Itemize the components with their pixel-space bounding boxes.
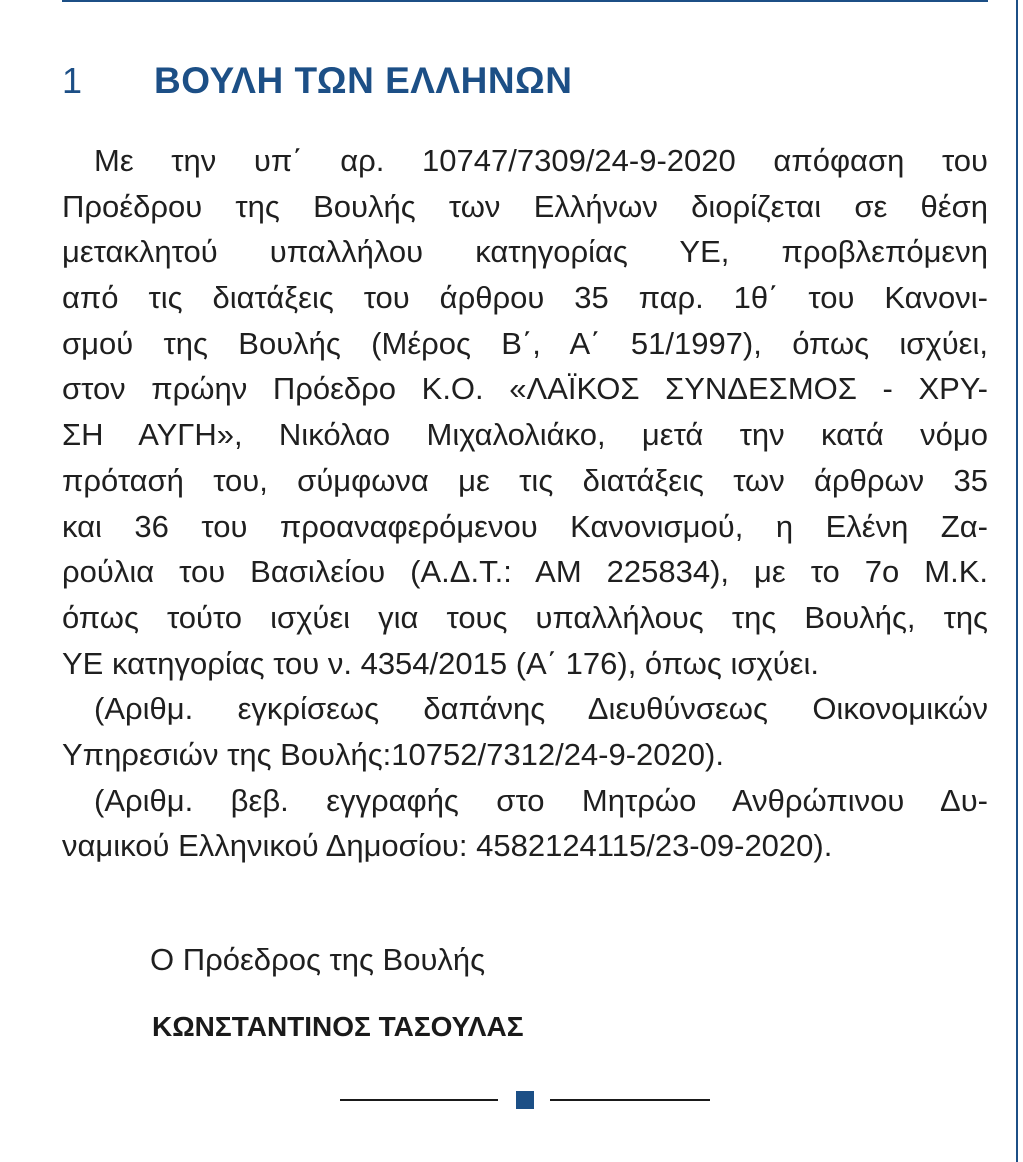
paragraph-line: ΣΗ ΑΥΓΗ», Νικόλαο Μιχαλολιάκο, μετά την κατά νόμο [62,417,988,453]
paragraph-line: Υπηρεσιών της Βουλής:10752/7312/24-9-2020). [62,736,724,772]
paragraph-line: από τις διατάξεις του άρθρου 35 παρ. 1θ΄ του Κανονι- [62,280,988,316]
paragraph-line: ΥΕ κατηγορίας του ν. 4354/2015 (Α΄ 176), όπως ισχύει. [62,645,820,681]
paragraph-line: πρότασή του, σύμφωνα με τις διατάξεις των άρθρων 35 [62,462,988,498]
paragraph-line: ρούλια του Βασιλείου (Α.Δ.Τ.: ΑΜ 225834), με το 7ο Μ.Κ. [62,554,988,590]
section-heading [62,56,572,106]
ornament-line-left [340,1099,498,1101]
paragraph-line: ναμικού Ελληνικού Δημοσίου: 4582124115/23-09-2020). [62,828,833,864]
paragraph-line: (Αριθμ. βεβ. εγγραφής στο Μητρώο Ανθρώπινου Δυ- [94,782,988,818]
paragraph-line: σμού της Βουλής (Μέρος Β΄, Α΄ 51/1997), όπως ισχύει, [62,325,988,361]
paragraph-line: Προέδρου της Βουλής των Ελλήνων διορίζεται σε θέση [62,188,988,224]
section-title: ΒΟΥΛΗ ΤΩΝ ΕΛΛΗΝΩΝ [154,60,573,101]
section-number: 1 [62,60,83,101]
paragraph-line: Με την υπ΄ αρ. 10747/7309/24-9-2020 απόφαση του [94,143,988,178]
ornament-line-right [550,1099,710,1101]
end-of-section-ornament [340,1090,710,1110]
paragraph-line: και 36 του προαναφερόμενου Κανονισμού, η Ελένη Ζα- [62,508,988,544]
paragraph-line: όπως τούτο ισχύει για τους υπαλλήλους της Βουλής, της [62,599,988,635]
top-border-rule [62,0,988,2]
signature-title: Ο Πρόεδρος της Βουλής [150,942,486,977]
right-border-rule [1016,0,1018,1162]
paragraph-line: (Αριθμ. εγκρίσεως δαπάνης Διευθύνσεως Οικονομικών [94,691,988,727]
paragraph-line: στον πρώην Πρόεδρο Κ.Ο. «ΛΑΪΚΟΣ ΣΥΝΔΕΣΜΟΣ - ΧΡΥ- [62,371,988,407]
decision-text [62,138,988,869]
paragraph-line: μετακλητού υπαλλήλου κατηγορίας ΥΕ, προβλεπόμενη [62,234,988,270]
ornament-square-icon [516,1091,534,1109]
signature-name: ΚΩΝΣΤΑΝΤΙΝΟΣ ΤΑΣΟΥΛΑΣ [152,1011,524,1042]
